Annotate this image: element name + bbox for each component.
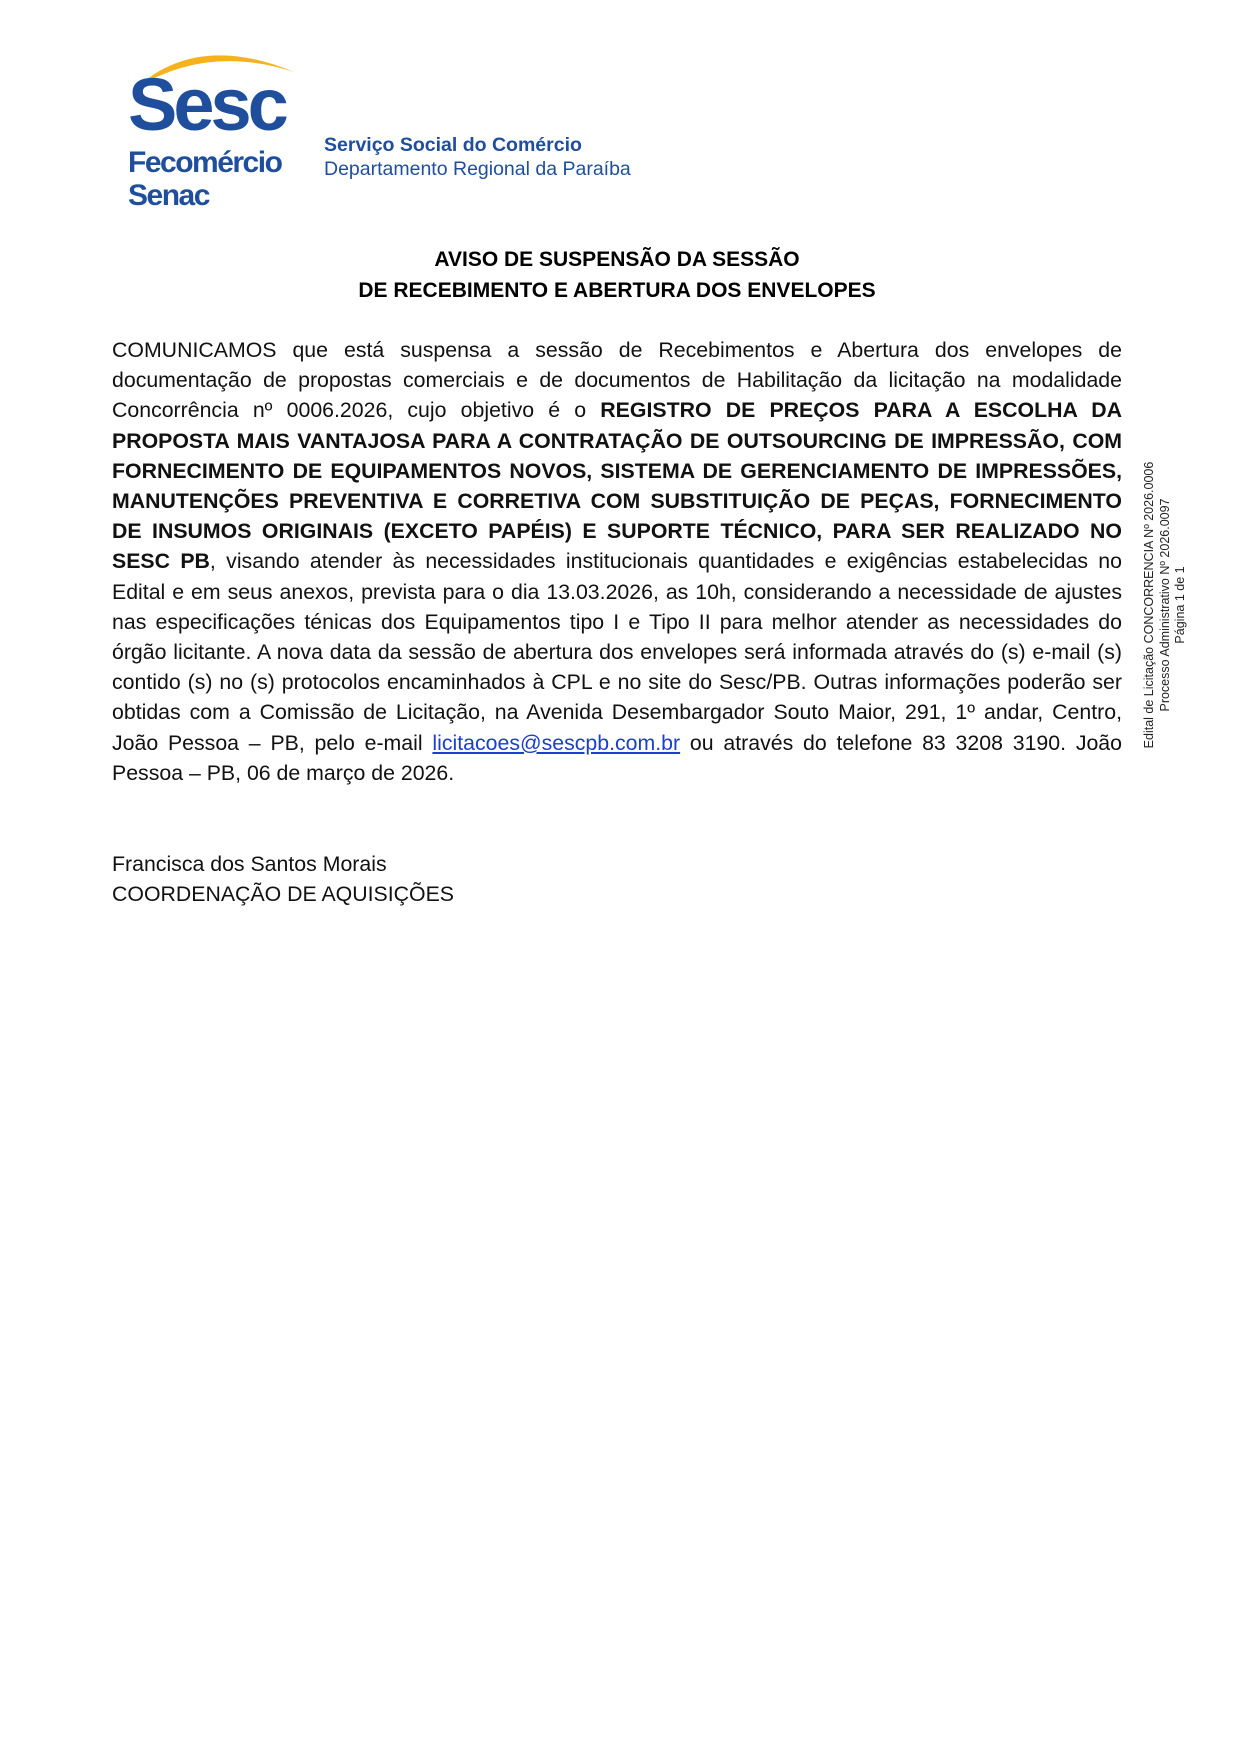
body-intro: COMUNICAMOS que está suspensa a sessão de Recebimentos e Abertura dos envelopes de documentação de propostas comerciais e de documentos de Habilitação da licitação na modalidade Concorrência nº 0006.2026, cujo objetivo é o [112, 338, 1122, 423]
side-stamp [1142, 425, 1189, 785]
body-continuation: , visando atender às necessidades institucionais quantidades e exigências estabelecidas no Edital e em seus anexos, prevista para o dia 13.03.2026, as 10h, considerando a necessidade de ajustes nas especificações ténicas dos Equipamentos tipo I e Tipo II para melhor atender as necessidades do órgão licitante. A nova data da sessão de abertura dos envelopes será informada através do (s) e-mail (s) contido (s) no (s) protocolos encaminhados à CPL e no site do Sesc/PB. Outras informações poderão ser obtidas com a Comissão de Licitação, na Avenida Desembargador Souto Maior, 291, 1º andar, Centro, João Pessoa – PB, pelo e-mail [112, 549, 1122, 755]
side-stamp-line-1: Edital de Licitação CONCORRENCIA Nº 2026.0006 [1142, 461, 1156, 749]
signature-name: Francisca dos Santos Morais [112, 852, 387, 876]
organization-header [324, 133, 631, 181]
signature-role: COORDENAÇÃO DE AQUISIÇÕES [112, 882, 454, 906]
org-name: Serviço Social do Comércio [324, 134, 582, 156]
logo-sesc-wordmark: Sesc [128, 63, 285, 146]
title-line-2: DE RECEBIMENTO E ABERTURA DOS ENVELOPES [358, 279, 876, 302]
logo-senac-wordmark: Senac [128, 179, 209, 212]
side-stamp-line-3: Página 1 de 1 [1173, 566, 1187, 644]
body-after-email: ou através do telefone 83 3208 3190. João Pessoa – PB, 06 de março de 2026. [112, 730, 1122, 785]
body-object-bold: REGISTRO DE PREÇOS PARA A ESCOLHA DA PROPOSTA MAIS VANTAJOSA PARA A CONTRATAÇÃO DE OUTSOURCING DE IMPRESSÃO, COM FORNECIMENTO DE EQUIPAMENTOS NOVOS, SISTEMA DE GERENCIAMENTO DE IMPRESSÕES, MANUTENÇÕES PREVENTIVA E CORRETIVA COM SUBSTITUIÇÃO DE PEÇAS, FORNECIMENTO DE INSUMOS ORIGINAIS (EXCETO PAPÉIS) E SUPORTE TÉCNICO, PARA SER REALIZADO NO SESC PB [112, 398, 1122, 574]
email-link[interactable]: licitacoes@sescpb.com.br [432, 730, 681, 755]
sesc-logo [118, 40, 308, 220]
side-stamp-line-2: Processo Administrativo Nº 2026.0097 [1157, 498, 1172, 712]
org-department: Departamento Regional da Paraíba [324, 158, 631, 180]
notice-body [112, 335, 1122, 788]
title-line-1: AVISO DE SUSPENSÃO DA SESSÃO [434, 248, 800, 271]
logo-fecomercio-wordmark: Fecomércio [128, 146, 282, 179]
document-title [112, 244, 1122, 306]
signature-block [112, 849, 454, 909]
